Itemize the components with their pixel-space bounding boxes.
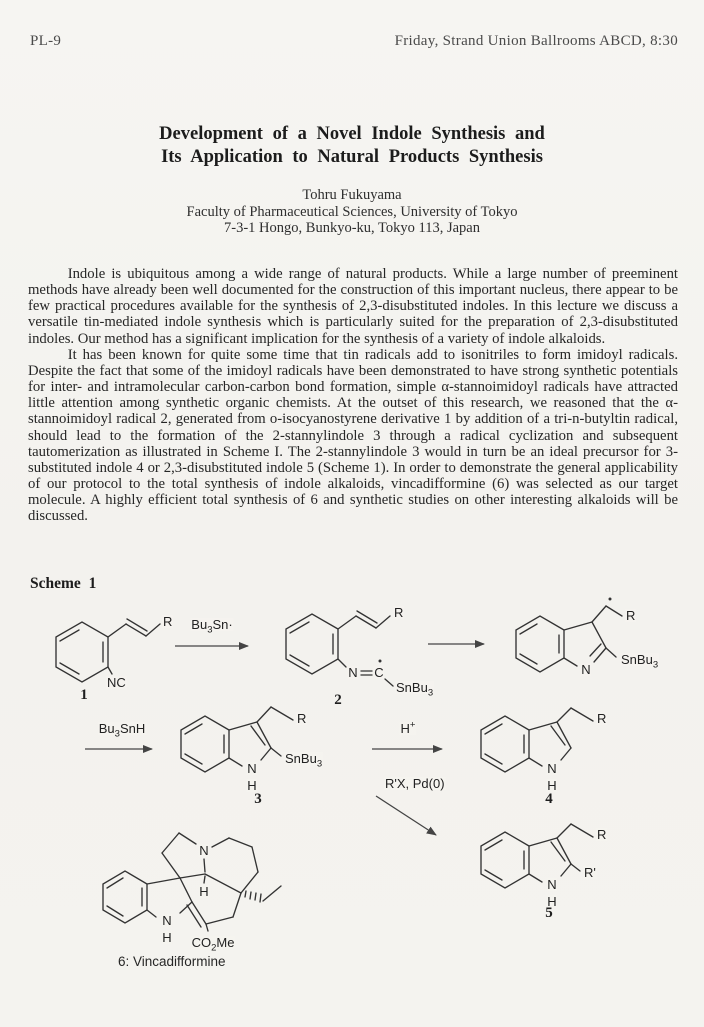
- compound-number-5: 5: [545, 905, 553, 921]
- reaction-arrow-diagonal: [376, 796, 436, 835]
- sr-snbu3-label: SnBu$_3$: [621, 652, 659, 671]
- byline: [0, 187, 704, 237]
- abstract-body: [28, 266, 678, 525]
- s3-snbu3-label: SnBu$_3$: [285, 751, 323, 770]
- paragraph-2: It has been known for quite some time that tin radicals add to isonitriles to form imidoyl radicals. Despite the fact that some of the imidoyl radicals have been demonstrated to have strong synthetic potentials for inter- and intramolecular carbon-carbon bond formation, simple α-stannoimidoyl radicals have attracted little attention among synthetic organic chemists. At the outset of this research, we reasoned that the α-stannoimidoyl radical 2, generated from o-isocyanostyrene derivative 1 by addition of a tri-n-butyltin radical, should lead to the formation of the 2-stannylindole 3 through a radical cyclization and subsequent tautomerization as illustrated in Scheme I. The 2-stannylindole 3 would in turn be an ideal precursor for 3-substituted indole 4 or 2,3-disubstituted indole 5 (Scheme 1). In order to demonstrate the general applicability of our protocol to the total synthesis of indole alkaloids, vincadifformine (6) was selected as our target molecule. A highly efficient total synthesis of 6 and synthetic studies on other interesting alkaloids will be discussed.: [28, 346, 678, 525]
- s4-r-label: R: [597, 711, 607, 726]
- author-name: Tohru Fukuyama: [302, 187, 402, 203]
- s3-h-label: H: [247, 778, 257, 793]
- s6-stereo-h-label: H: [199, 884, 209, 899]
- compound-number-4: 4: [545, 791, 553, 807]
- compound-number-1: 1: [80, 687, 88, 703]
- structure-radical-skeleton: [516, 598, 622, 673]
- s6-nh-h-label: H: [162, 930, 172, 945]
- sr-r-label: R: [626, 608, 636, 623]
- compound-6-caption: 6: Vincadifformine: [118, 954, 226, 969]
- affiliation: Faculty of Pharmaceutical Sciences, University of Tokyo: [186, 203, 518, 220]
- session-code: PL-9: [30, 33, 62, 49]
- paper-title: [0, 123, 704, 169]
- structure-3-skeleton: [181, 707, 293, 772]
- s5-r-label: R: [597, 827, 607, 842]
- structure-4-skeleton: [481, 708, 593, 772]
- s2-r-label: R: [394, 605, 404, 620]
- scheme-1-drawing: [0, 595, 704, 1005]
- s2-snbu3-label: SnBu$_3$: [396, 680, 434, 699]
- address: 7-3-1 Hongo, Bunkyo-ku, Tokyo 113, Japan: [224, 220, 480, 236]
- s3-n-label: N: [247, 761, 257, 776]
- paragraph-1: Indole is ubiquitous among a wide range of natural products. While a large number of preeminent methods have already been well documented for the construction of this important nucleus, there appear to be few practical procedures available for the synthesis of 2,3-disubstituted indoles. In this lecture we discuss a versatile tin-mediated indole synthesis which is particularly suited for the preparation of 2,3-disubstituted indoles. Our method has a significant implication for the synthesis of a variety of indole alkaloids.: [28, 266, 678, 347]
- page-header: [30, 33, 678, 50]
- s4-n-label: N: [547, 761, 557, 776]
- s6-n-bottom-label: N: [162, 913, 172, 928]
- s2-c-label: C: [374, 665, 384, 680]
- reagent-tin-hydride: $Bu_3SnH$: [98, 721, 146, 740]
- compound-number-3: 3: [254, 791, 262, 807]
- s5-rprime-label: R': [584, 865, 596, 880]
- s6-co2me-label: $CO_2Me$: [191, 935, 235, 954]
- s6-n-top-label: N: [199, 843, 209, 858]
- s4-h-label: H: [547, 778, 557, 793]
- structure-1-skeleton: [56, 619, 160, 682]
- s5-h-label: H: [547, 894, 557, 909]
- reagent-acid: H+: [400, 719, 416, 736]
- s1-nc-label: NC: [107, 675, 126, 690]
- s1-r-label: R: [163, 614, 173, 629]
- s5-n-label: N: [547, 877, 557, 892]
- sr-n-label: N: [581, 662, 591, 677]
- scheme-heading: Scheme 1: [30, 575, 97, 592]
- reagent-tin-radical: $Bu_3Sn\cdot$: [191, 617, 233, 636]
- structure-5-skeleton: [481, 824, 593, 888]
- title-line-2: Its Application to Natural Products Synthesis: [161, 147, 543, 167]
- reagent-coupling: R'X, Pd(0): [385, 776, 445, 791]
- s2-n-label: N: [348, 665, 358, 680]
- session-info: Friday, Strand Union Ballrooms ABCD, 8:30: [394, 33, 678, 49]
- structure-6-skeleton: [103, 833, 281, 931]
- compound-number-2: 2: [334, 692, 342, 708]
- title-line-1: Development of a Novel Indole Synthesis and: [159, 124, 545, 144]
- s3-r-label: R: [297, 711, 307, 726]
